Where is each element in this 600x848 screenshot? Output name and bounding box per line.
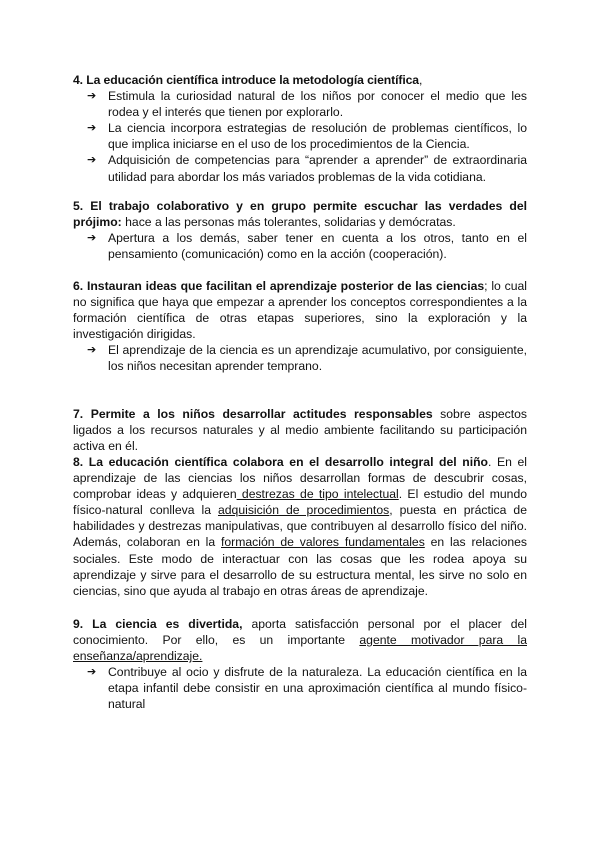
section-7 (73, 406, 527, 454)
list-item-text: Adquisición de competencias para “aprender a aprender” de extraordinaria utilidad para abordar los más variados problemas de la vida cotidiana. (108, 153, 527, 184)
section-8 (73, 454, 527, 599)
section-5-list (73, 230, 527, 262)
section-6-heading: 6. Instauran ideas que facilitan el aprendizaje posterior de las ciencias (73, 279, 485, 293)
section-6-intro: ; lo cual no significa que haya que empezar a aprender los conceptos correspondientes a la formación científica de otras etapas superiores, sino la exploración y la investigación dirigidas. (73, 279, 527, 342)
underlined-phrase: destrezas de tipo intelectual (236, 487, 399, 502)
section-7-paragraph (73, 406, 527, 454)
section-9-list (73, 664, 527, 712)
list-item-text: Estimula la curiosidad natural de los niños por conocer el medio que les rodea y el interés que tienen por explorarlo. (108, 89, 527, 120)
section-4-lead (73, 72, 527, 88)
underlined-phrase: agente motivador para la enseñanza/aprendizaje. (73, 633, 527, 664)
arrow-icon: ➔ (87, 665, 97, 679)
section-5-heading: 5. El trabajo colaborativo y en grupo permite escuchar las verdades del prójimo: (73, 199, 527, 230)
list-item (73, 120, 527, 152)
section-8-text-b: . El estudio del mundo físico-natural conlleva la (73, 487, 528, 518)
arrow-icon: ➔ (87, 153, 97, 167)
section-4-list (73, 88, 527, 185)
arrow-icon: ➔ (87, 121, 97, 135)
underlined-phrase: formación de valores fundamentales (221, 535, 425, 550)
arrow-icon: ➔ (87, 89, 97, 103)
list-item-text: Apertura a los demás, saber tener en cuenta a los otros, tanto en el pensamiento (comunicación) como en la acción (cooperación). (108, 231, 527, 262)
section-8-text-d: en las relaciones sociales. Este modo de interactuar con las cosas que les rodea apoya su aprendizaje y sirve para el desarrollo de su estructura mental, les sirve no solo en ciencias, sino que ayuda al trabajo en otras áreas de aprendizaje. (73, 535, 527, 598)
section-8-paragraph (73, 454, 527, 599)
section-7-heading: 7. Permite a los niños desarrollar actitudes responsables (73, 407, 433, 421)
section-4-intro: , (418, 73, 423, 87)
section-8-heading: 8. La educación científica colabora en el desarrollo integral del niño (73, 455, 488, 469)
section-5-intro: hace a las personas más tolerantes, solidarias y demócratas. (121, 215, 456, 230)
list-item-text: La ciencia incorpora estrategias de resolución de problemas científicos, lo que implica iniciarse en el uso de los procedimientos de la Ciencia. (108, 121, 527, 152)
section-9 (73, 616, 527, 713)
list-item-text: Contribuye al ocio y disfrute de la naturaleza. La educación científica en la etapa infantil debe consistir en una aproximación científica al mundo físico-natural (108, 665, 527, 712)
section-9-text: aporta satisfacción personal por el placer del conocimiento. Por ello, es un importante (73, 617, 528, 648)
section-4 (73, 72, 527, 185)
section-8-text-c: , puesta en práctica de habilidades y destrezas manipulativas, que contribuyen al desarrollo físico del niño. Además, colaboran en la (73, 503, 527, 550)
section-5 (73, 198, 527, 262)
section-9-heading: 9. La ciencia es divertida, (73, 617, 243, 631)
arrow-icon: ➔ (87, 231, 97, 245)
section-7-text: sobre aspectos ligados a los recursos naturales y al medio ambiente facilitando su participación activa en él. (73, 407, 527, 454)
section-6 (73, 278, 527, 375)
list-item (73, 664, 527, 712)
section-6-list (73, 342, 527, 374)
section-5-lead (73, 198, 527, 230)
section-4-heading: 4. La educación científica introduce la metodología científica (73, 73, 419, 87)
list-item (73, 88, 527, 120)
list-item (73, 342, 527, 374)
arrow-icon: ➔ (87, 343, 97, 357)
section-6-lead (73, 278, 527, 342)
section-8-text-a: . En el aprendizaje de las ciencias los niños desarrollan formas de descubrir cosas, comprobar ideas y adquieren (73, 455, 527, 502)
list-item-text: El aprendizaje de la ciencia es un aprendizaje acumulativo, por consiguiente, los niños necesitan aprender temprano. (108, 343, 527, 374)
list-item (73, 152, 527, 184)
underlined-phrase: adquisición de procedimientos (218, 503, 390, 518)
section-9-lead (73, 616, 527, 664)
list-item (73, 230, 527, 262)
